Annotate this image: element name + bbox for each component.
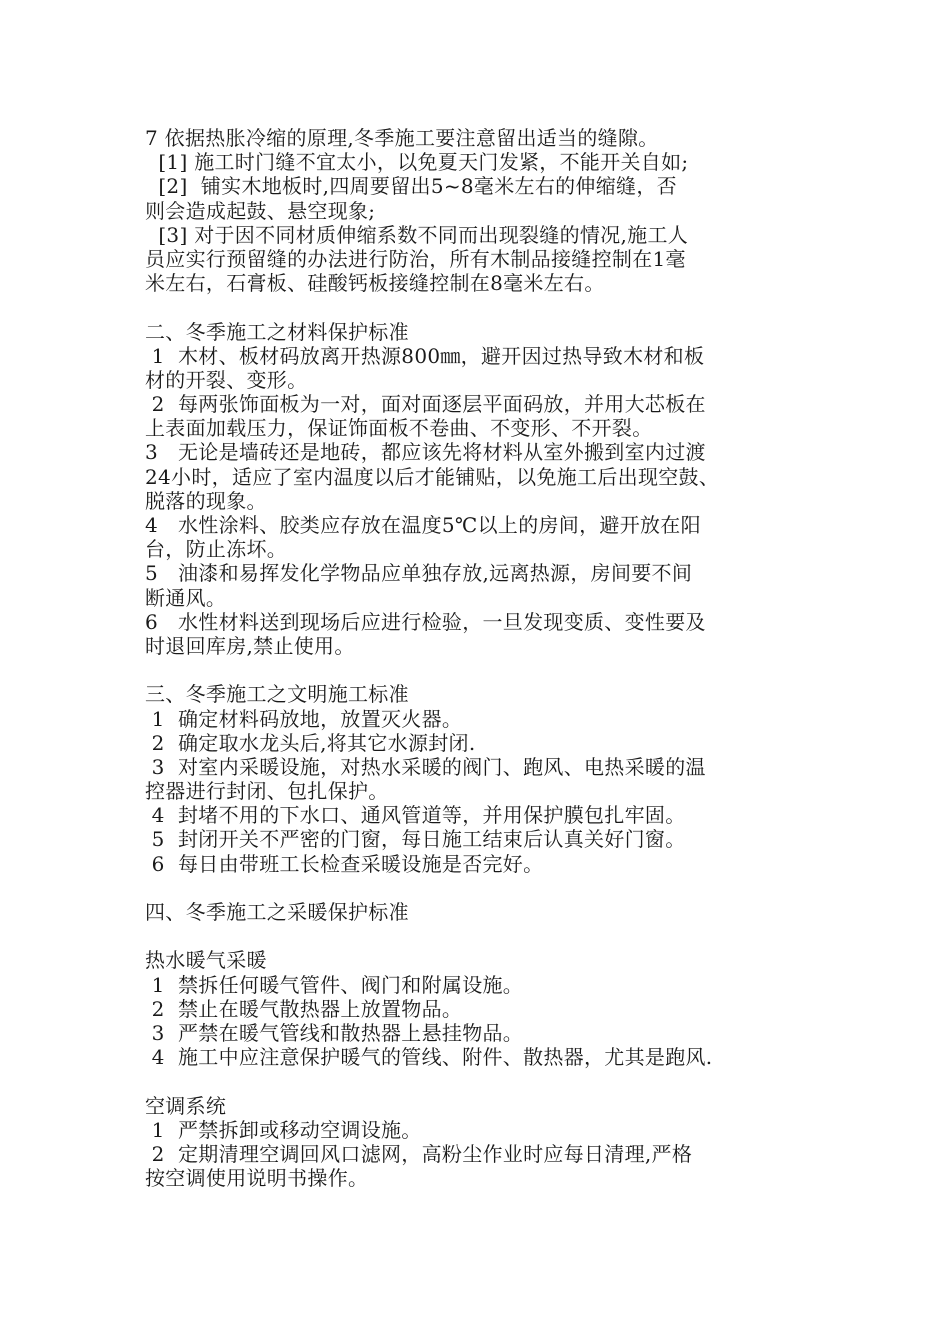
text-line: 5 封闭开关不严密的门窗，每日施工结束后认真关好门窗。 — [145, 827, 686, 852]
text-line: 4 施工中应注意保护暖气的管线、附件、散热器，尤其是跑风. — [145, 1045, 713, 1070]
text-line: 24小时，适应了室内温度以后才能铺贴，以免施工后出现空鼓、 — [145, 464, 720, 489]
text-line: 1 木材、板材码放离开热源800㎜，避开因过热导致木材和板 — [145, 343, 705, 368]
text-line: [1] 施工时门缝不宜太小，以免夏天门发紧，不能开关自如; — [145, 150, 689, 175]
blank-line — [145, 876, 815, 900]
text-line: 4 封堵不用的下水口、通风管道等，并用保护膜包扎牢固。 — [145, 803, 686, 828]
blank-line — [145, 1069, 815, 1093]
text-line: 1 禁拆任何暖气管件、阀门和附属设施。 — [145, 972, 524, 997]
blank-line — [145, 924, 815, 948]
text-line: 材的开裂、变形。 — [145, 367, 308, 392]
text-line: 6 每日由带班工长检查采暖设施是否完好。 — [145, 851, 544, 876]
blank-line — [145, 658, 815, 682]
text-line: 米左右，石膏板、硅酸钙板接缝控制在8毫米左右。 — [145, 271, 605, 296]
text-line: 1 确定材料码放地，放置灭火器。 — [145, 706, 463, 731]
text-line: 按空调使用说明书操作。 — [145, 1166, 369, 1191]
text-line: 3 无论是墙砖还是地砖，都应该先将材料从室外搬到室内过渡 — [145, 440, 706, 465]
text-line: 断通风。 — [145, 585, 227, 610]
text-line: [3] 对于因不同材质伸缩系数不同而出现裂缝的情况,施工人 — [145, 222, 689, 247]
text-line: 时退回库房,禁止使用。 — [145, 633, 355, 658]
text-line: 3 对室内采暖设施，对热水采暖的阀门、跑风、电热采暖的温 — [145, 754, 706, 779]
text-line: 6 水性材料送到现场后应进行检验，一旦发现变质、变性要及 — [145, 609, 706, 634]
text-line: 2 禁止在暖气散热器上放置物品。 — [145, 996, 463, 1021]
text-line: 上表面加载压力，保证饰面板不卷曲、不变形、不开裂。 — [145, 416, 653, 441]
text-line: 4 水性涂料、胶类应存放在温度5℃以上的房间，避开放在阳 — [145, 513, 701, 537]
text-line: 脱落的现象。 — [145, 488, 267, 513]
text-line: 7 依据热胀冷缩的原理,冬季施工要注意留出适当的缝隙。 — [145, 126, 659, 150]
text-line: 控器进行封闭、包扎保护。 — [145, 779, 389, 804]
document-body — [145, 126, 815, 1190]
text-line: 1 严禁拆卸或移动空调设施。 — [145, 1117, 422, 1142]
text-line: 四、冬季施工之采暖保护标准 — [145, 900, 409, 924]
text-line: 二、冬季施工之材料保护标准 — [145, 319, 409, 344]
text-line: 空调系统 — [145, 1093, 227, 1118]
text-line: 5 油漆和易挥发化学物品应单独存放,远离热源，房间要不间 — [145, 561, 693, 586]
text-line: 热水暖气采暖 — [145, 948, 267, 973]
text-line: 2 每两张饰面板为一对，面对面逐层平面码放，并用大芯板在 — [145, 392, 706, 417]
text-line: 则会造成起鼓、悬空现象; — [145, 198, 376, 223]
text-line: [2] 铺实木地板时,四周要留出5~8毫米左右的伸缩缝，否 — [145, 174, 677, 199]
text-line: 2 定期清理空调回风口滤网，高粉尘作业时应每日清理,严格 — [145, 1141, 693, 1166]
text-line: 台，防止冻坏。 — [145, 537, 288, 562]
text-line: 三、冬季施工之文明施工标准 — [145, 682, 409, 707]
text-line: 员应实行预留缝的办法进行防治，所有木制品接缝控制在1毫 — [145, 246, 686, 271]
text-line: 3 严禁在暖气管线和散热器上悬挂物品。 — [145, 1020, 524, 1045]
text-line: 2 确定取水龙头后,将其它水源封闭. — [145, 730, 476, 755]
blank-line — [145, 295, 815, 319]
